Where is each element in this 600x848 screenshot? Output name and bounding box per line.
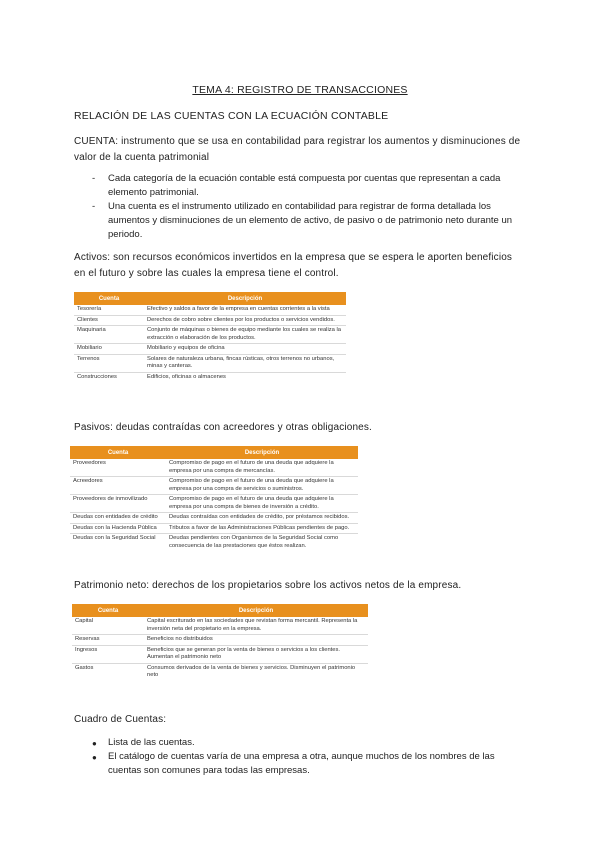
table-row: Mobiliario Mobiliario y equipos de oficina (74, 344, 346, 355)
table-row: Maquinaria Conjunto de máquinas o bienes de equipo mediante los cuales se realiza la extracción o elaboración de los productos. (74, 326, 346, 344)
column-header: Cuenta (74, 292, 144, 305)
table-row: Ingresos Beneficios que se generan por la venta de bienes o servicios a los clientes. Aumentan el patrimonio neto (72, 645, 368, 663)
list-item: - Cada categoría de la ecuación contable está compuesta por cuentas que representan a cada elemento patrimonial. (92, 173, 501, 198)
cuenta-bullet-list (92, 172, 526, 242)
table-row: Proveedores Compromiso de pago en el futuro de una deuda que adquiere la empresa por una compra de mercancías. (70, 459, 358, 477)
list-item: ● El catálogo de cuentas varía de una empresa a otra, aunque muchos de los nombres de las cuentas son comunes para todas las empresas. (92, 751, 495, 776)
table-row: Acreedores Compromiso de pago en el futuro de una deuda que adquiere la empresa por una compra de servicios o suministros. (70, 477, 358, 495)
cuenta-definition: CUENTA: instrumento que se usa en contabilidad para registrar los aumentos y disminuciones de valor de la cuenta patrimonial (74, 136, 521, 163)
table-row: Gastos Consumos derivados de la venta de bienes y servicios. Disminuyen el patrimonio neto (75, 664, 356, 678)
table-row: Clientes Derechos de cobro sobre clientes por los productos o servicios vendidos. (74, 315, 346, 326)
table-row: Proveedores de inmovilizado Compromiso de pago en el futuro de una deuda que adquiere la empresa por una compra de bienes de inversión a crédito. (70, 495, 358, 513)
table-row: Reservas Beneficios no distribuidos (72, 635, 368, 646)
table-row: Construcciones Edificios, oficinas o almacenes (77, 373, 226, 380)
column-header: Cuenta (72, 604, 144, 617)
cuadro-heading: Cuadro de Cuentas: (74, 714, 167, 725)
table-row: Deudas con entidades de crédito Deudas contraídas con entidades de crédito, por préstamos recibidos. (70, 513, 358, 524)
activos-text: Activos: son recursos económicos invertidos en la empresa que se espera le aporten beneficios en el futuro y sobre las cuales la empresa tiene el control. (74, 252, 513, 279)
table-row: Deudas con la Hacienda Pública Tributos a favor de las Administraciones Públicas pendientes de pago. (70, 523, 358, 534)
column-header: Descripción (144, 604, 368, 617)
table-row: Tesorería Efectivo y saldos a favor de la empresa en cuentas corrientes a la vista (74, 305, 346, 315)
table-header-row (70, 446, 358, 459)
table-row: Capital Capital escriturado en las sociedades que revistan forma mercantil. Representa la inversión neta del propietario en la empresa. (72, 617, 368, 635)
patrimonio-text: Patrimonio neto: derechos de los propietarios sobre los activos netos de la empresa. (74, 580, 462, 591)
list-item: - Una cuenta es el instrumento utilizado en contabilidad para registrar de forma detallada los aumentos y disminuciones de un elemento de activo, de pasivo o de patrimonio neto durante un periodo. (92, 201, 513, 240)
column-header: Cuenta (70, 446, 166, 459)
section-heading: RELACIÓN DE LAS CUENTAS CON LA ECUACIÓN CONTABLE (74, 110, 389, 122)
patrimonio-table (72, 604, 368, 681)
cuadro-bullet-list (92, 736, 526, 778)
pasivos-table (70, 446, 358, 551)
table-row: Terrenos Solares de naturaleza urbana, fincas rústicas, otros terrenos no urbanos, minas y canteras. (74, 354, 346, 372)
page-title: TEMA 4: REGISTRO DE TRANSACCIONES (192, 84, 408, 96)
list-item: ● Lista de las cuentas. (92, 736, 526, 750)
column-header: Descripción (166, 446, 358, 459)
activos-table (74, 292, 346, 382)
table-header-row (72, 604, 368, 617)
column-header: Descripción (144, 292, 346, 305)
table-row: Deudas con la Seguridad Social Deudas pendientes con Organismos de la Seguridad Social como consecuencia de las prestaciones que éstos realizan. (73, 535, 339, 549)
table-header-row (74, 292, 346, 305)
pasivos-text: Pasivos: deudas contraídas con acreedores y otras obligaciones. (74, 422, 372, 433)
dash-marker: - (92, 201, 96, 212)
dash-marker: - (92, 173, 96, 184)
bullet-dot-icon: ● (92, 753, 97, 762)
bullet-dot-icon: ● (92, 739, 97, 748)
